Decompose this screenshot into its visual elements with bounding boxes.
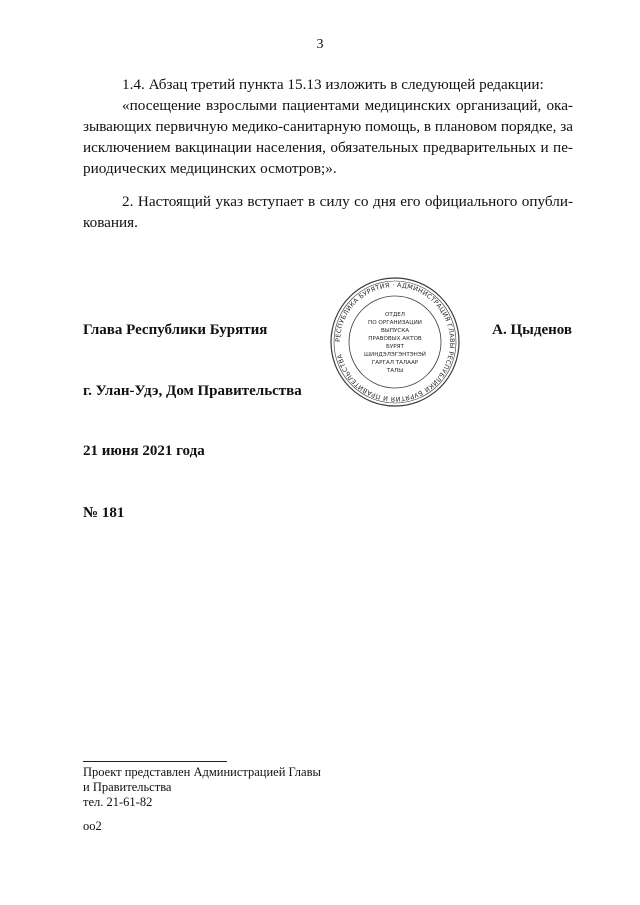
seal-line: ВЫПУСКА (380, 328, 410, 334)
seal-line: ШИНДЭЛЭГЭНТЭНЭЙ (364, 352, 426, 358)
signing-place: г. Улан-Удэ, Дом Правительства (83, 383, 302, 399)
footnote-line: Проект представлен Администрацией Главы (83, 765, 321, 779)
signature-title: Глава Республики Бурятия (83, 322, 268, 338)
seal-line: ПРАВОВЫХ АКТОВ (368, 336, 422, 342)
seal-line: ОТДЕЛ (385, 312, 405, 318)
official-seal (329, 276, 461, 408)
footnote-line: тел. 21-61-82 (83, 795, 153, 809)
seal-line: БУРЯТ (386, 344, 404, 350)
paragraph-line: 2. Настоящий указ вступает в силу со дня его официального опубли-кования. (83, 193, 573, 231)
svg-text:РЕСПУБЛИКА БУРЯТИЯ · АДМИНИСТР (334, 281, 456, 403)
signing-date: 21 июня 2021 года (83, 443, 205, 459)
seal-line: ГАРГАЛ ТАЛААР (371, 360, 419, 366)
signature-name: А. Цыденов (492, 322, 572, 338)
decree-number: № 181 (83, 505, 125, 521)
paragraph-line: 1.4. Абзац третий пункта 15.13 изложить в следующей редакции: (122, 76, 544, 93)
paragraph-effective (83, 191, 573, 233)
page-number: 3 (316, 37, 324, 52)
footnote-divider (83, 761, 227, 762)
seal-line: ПО ОРГАНИЗАЦИИ (368, 320, 422, 326)
paragraph-amendment (83, 74, 573, 179)
document-code: оо2 (83, 819, 102, 833)
seal-line: ТАЛЫ (386, 368, 404, 374)
seal-ring-text: РЕСПУБЛИКА БУРЯТИЯ · АДМИНИСТРАЦИЯ ГЛАВЫ РЕСПУБЛИКИ БУРЯТИЯ И ПРАВИТЕЛЬСТВА (333, 280, 457, 404)
paragraph-line: «посещение взрослыми пациентами медицинских организаций, ока-зывающих первичную медико-санитарную помощь, в плановом порядке, за исключением вакцинации населения, обязательных предварительных и пе-риодических медицинских осмотров;». (83, 97, 573, 177)
footnote-line: и Правительства (83, 780, 172, 794)
footnote (83, 765, 321, 810)
